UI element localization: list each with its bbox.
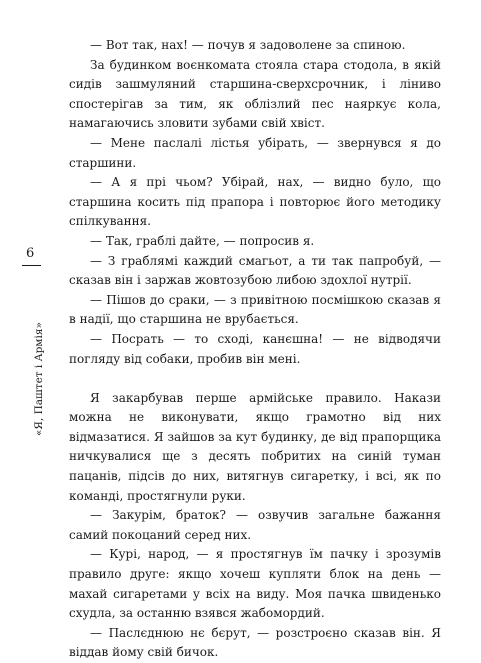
paragraph: — Так, граблі дайте, — попросив я.	[90, 233, 315, 248]
paragraph: За будинком воєнкомата стояла стара стодола, в якій сидів зашмуляний старшина-сверхсрочник, і ліниво спостерігав за тим, як облізлий пес наяркує кола, намагаючись зловити зубами свій хвіст.	[69, 57, 441, 131]
page-number: 6	[26, 246, 35, 261]
paragraph: — Паслєднюю нє бєрут, — розстроєно сказав він. Я віддав йому свій бичок.	[69, 625, 441, 660]
text-block	[69, 36, 441, 663]
margin-rule	[22, 265, 41, 266]
running-title: «Я, Паштет і Армія»	[33, 322, 45, 436]
paragraph: — Пішов до сраки, — з привітною посмішкою сказав я в надії, що старшина не врубається.	[69, 292, 441, 327]
paragraph: — Посрать — то сході, канєшна! — не відводячи погляду від собаки, пробив він мені.	[69, 331, 441, 366]
paragraph: — Мене паслалі лістья убірать, — звернувся я до старшини.	[69, 135, 441, 170]
paragraph: — З граблямі каждий смагьот, а ти так папробуй, — сказав він і заржав жовтозубою либою здохлої нутрії.	[69, 253, 441, 288]
paragraph: — Закурім, браток? — озвучив загальне бажання самий покоцаний серед них.	[69, 508, 441, 542]
paragraph: — Вот так, нах! — почув я задоволене за спиною.	[90, 38, 406, 52]
paragraph: — Курі, народ, — я простягнув їм пачку і зрозумів правило друге: якщо хочеш купляти блок на день — махай сигаретами у всіх на виду. Моя пачка швиденько схудла, за останню взявся жабомордий.	[69, 547, 441, 621]
paragraph: Я закарбував перше армійське правило. Накази можна не виконувати, якщо грамотно від них відмазатися. Я зайшов за кут будинку, де від прапорщика ничкувалися ще з десять побритих на синій туман пацанів, підсів до них, витягнув сигаретку, і всі, як по команді, простягнули руки.	[69, 390, 441, 503]
paragraph: — А я прі чьом? Убірай, нах, — видно було, що старшина косить під прапора і повторює його методику спілкування.	[69, 175, 441, 229]
